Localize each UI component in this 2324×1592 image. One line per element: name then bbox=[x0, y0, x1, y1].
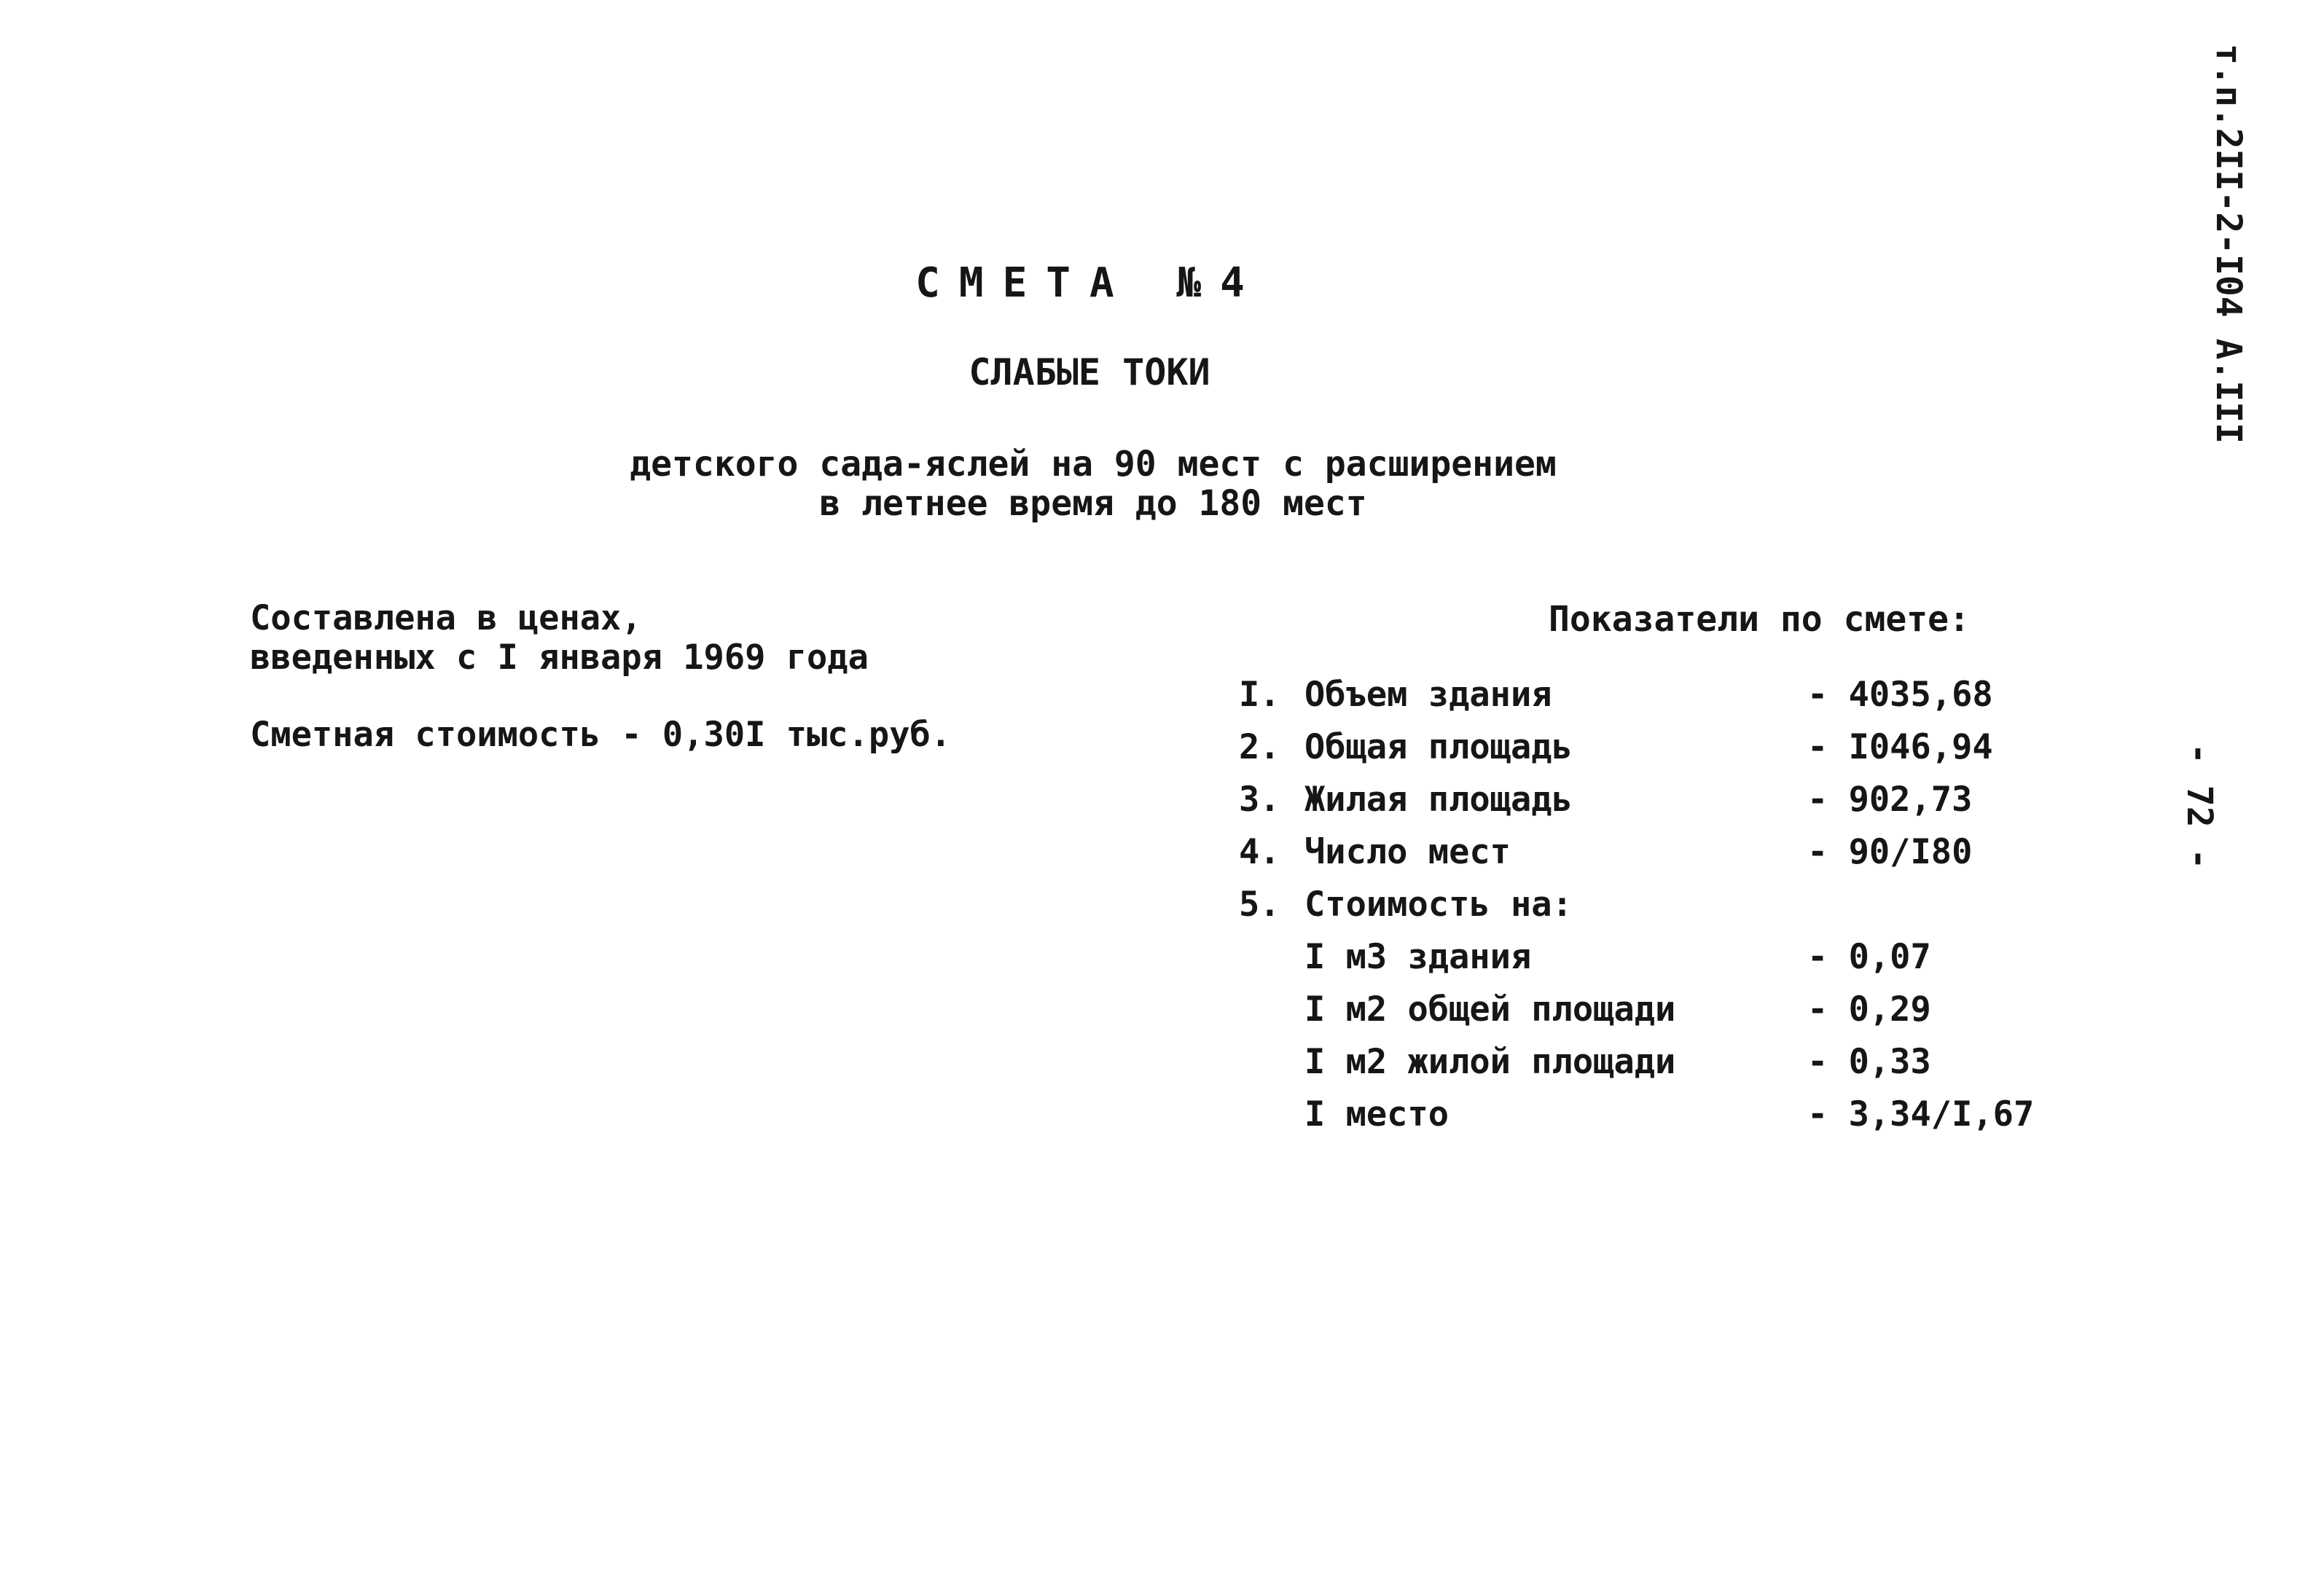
indicator-value: - I046,94 bbox=[1807, 727, 1993, 767]
price-basis-line-1: Составлена в ценах, bbox=[250, 598, 642, 638]
estimate-subtitle: СЛАБЫЕ ТОКИ bbox=[969, 351, 1210, 393]
indicator-number: 3. bbox=[1239, 780, 1280, 820]
indicator-value: - 90/I80 bbox=[1807, 832, 1973, 872]
indicator-value: - 3,34/I,67 bbox=[1807, 1094, 2035, 1134]
indicator-label: Общая площадь bbox=[1304, 727, 1573, 767]
indicator-number: 5. bbox=[1239, 885, 1280, 925]
description-line-1: детского сада-яслей на 90 мест с расширением bbox=[630, 444, 1557, 485]
indicator-label: I место bbox=[1304, 1094, 1449, 1134]
indicator-label: I м2 общей площади bbox=[1304, 989, 1676, 1030]
indicator-label: Стоимость на: bbox=[1304, 885, 1573, 925]
indicator-value: - 0,29 bbox=[1807, 989, 1931, 1030]
document-code: т.п.2II-2-I04 А.III bbox=[2208, 44, 2249, 444]
indicator-number: I. bbox=[1239, 675, 1280, 715]
indicator-label: I м2 жилой площади bbox=[1304, 1042, 1676, 1082]
indicator-value: - 0,07 bbox=[1807, 937, 1931, 977]
spacer bbox=[250, 678, 951, 715]
indicator-value: - 902,73 bbox=[1807, 780, 1973, 820]
estimate-title: СМЕТА №4 bbox=[915, 259, 1264, 307]
indicators-title: Показатели по смете: bbox=[1549, 599, 1970, 640]
page-number: - 72 - bbox=[2179, 743, 2220, 870]
indicator-number: 2. bbox=[1239, 727, 1280, 767]
description-line-2: в летнее время до 180 мест bbox=[819, 483, 1367, 524]
price-basis-block bbox=[250, 599, 951, 755]
indicator-number: 4. bbox=[1239, 832, 1280, 872]
indicator-label: I м3 здания bbox=[1304, 937, 1532, 977]
estimated-cost: Сметная стоимость - 0,30I тыс.руб. bbox=[250, 715, 952, 755]
price-basis-line-2: введенных с I января 1969 года bbox=[250, 638, 869, 678]
object-description bbox=[0, 444, 2186, 523]
indicator-value: - 0,33 bbox=[1807, 1042, 1931, 1082]
indicator-value: - 4035,68 bbox=[1807, 675, 1993, 715]
indicator-label: Число мест bbox=[1304, 832, 1511, 872]
indicator-label: Объем здания bbox=[1304, 675, 1552, 715]
indicator-label: Жилая площадь bbox=[1304, 780, 1573, 820]
